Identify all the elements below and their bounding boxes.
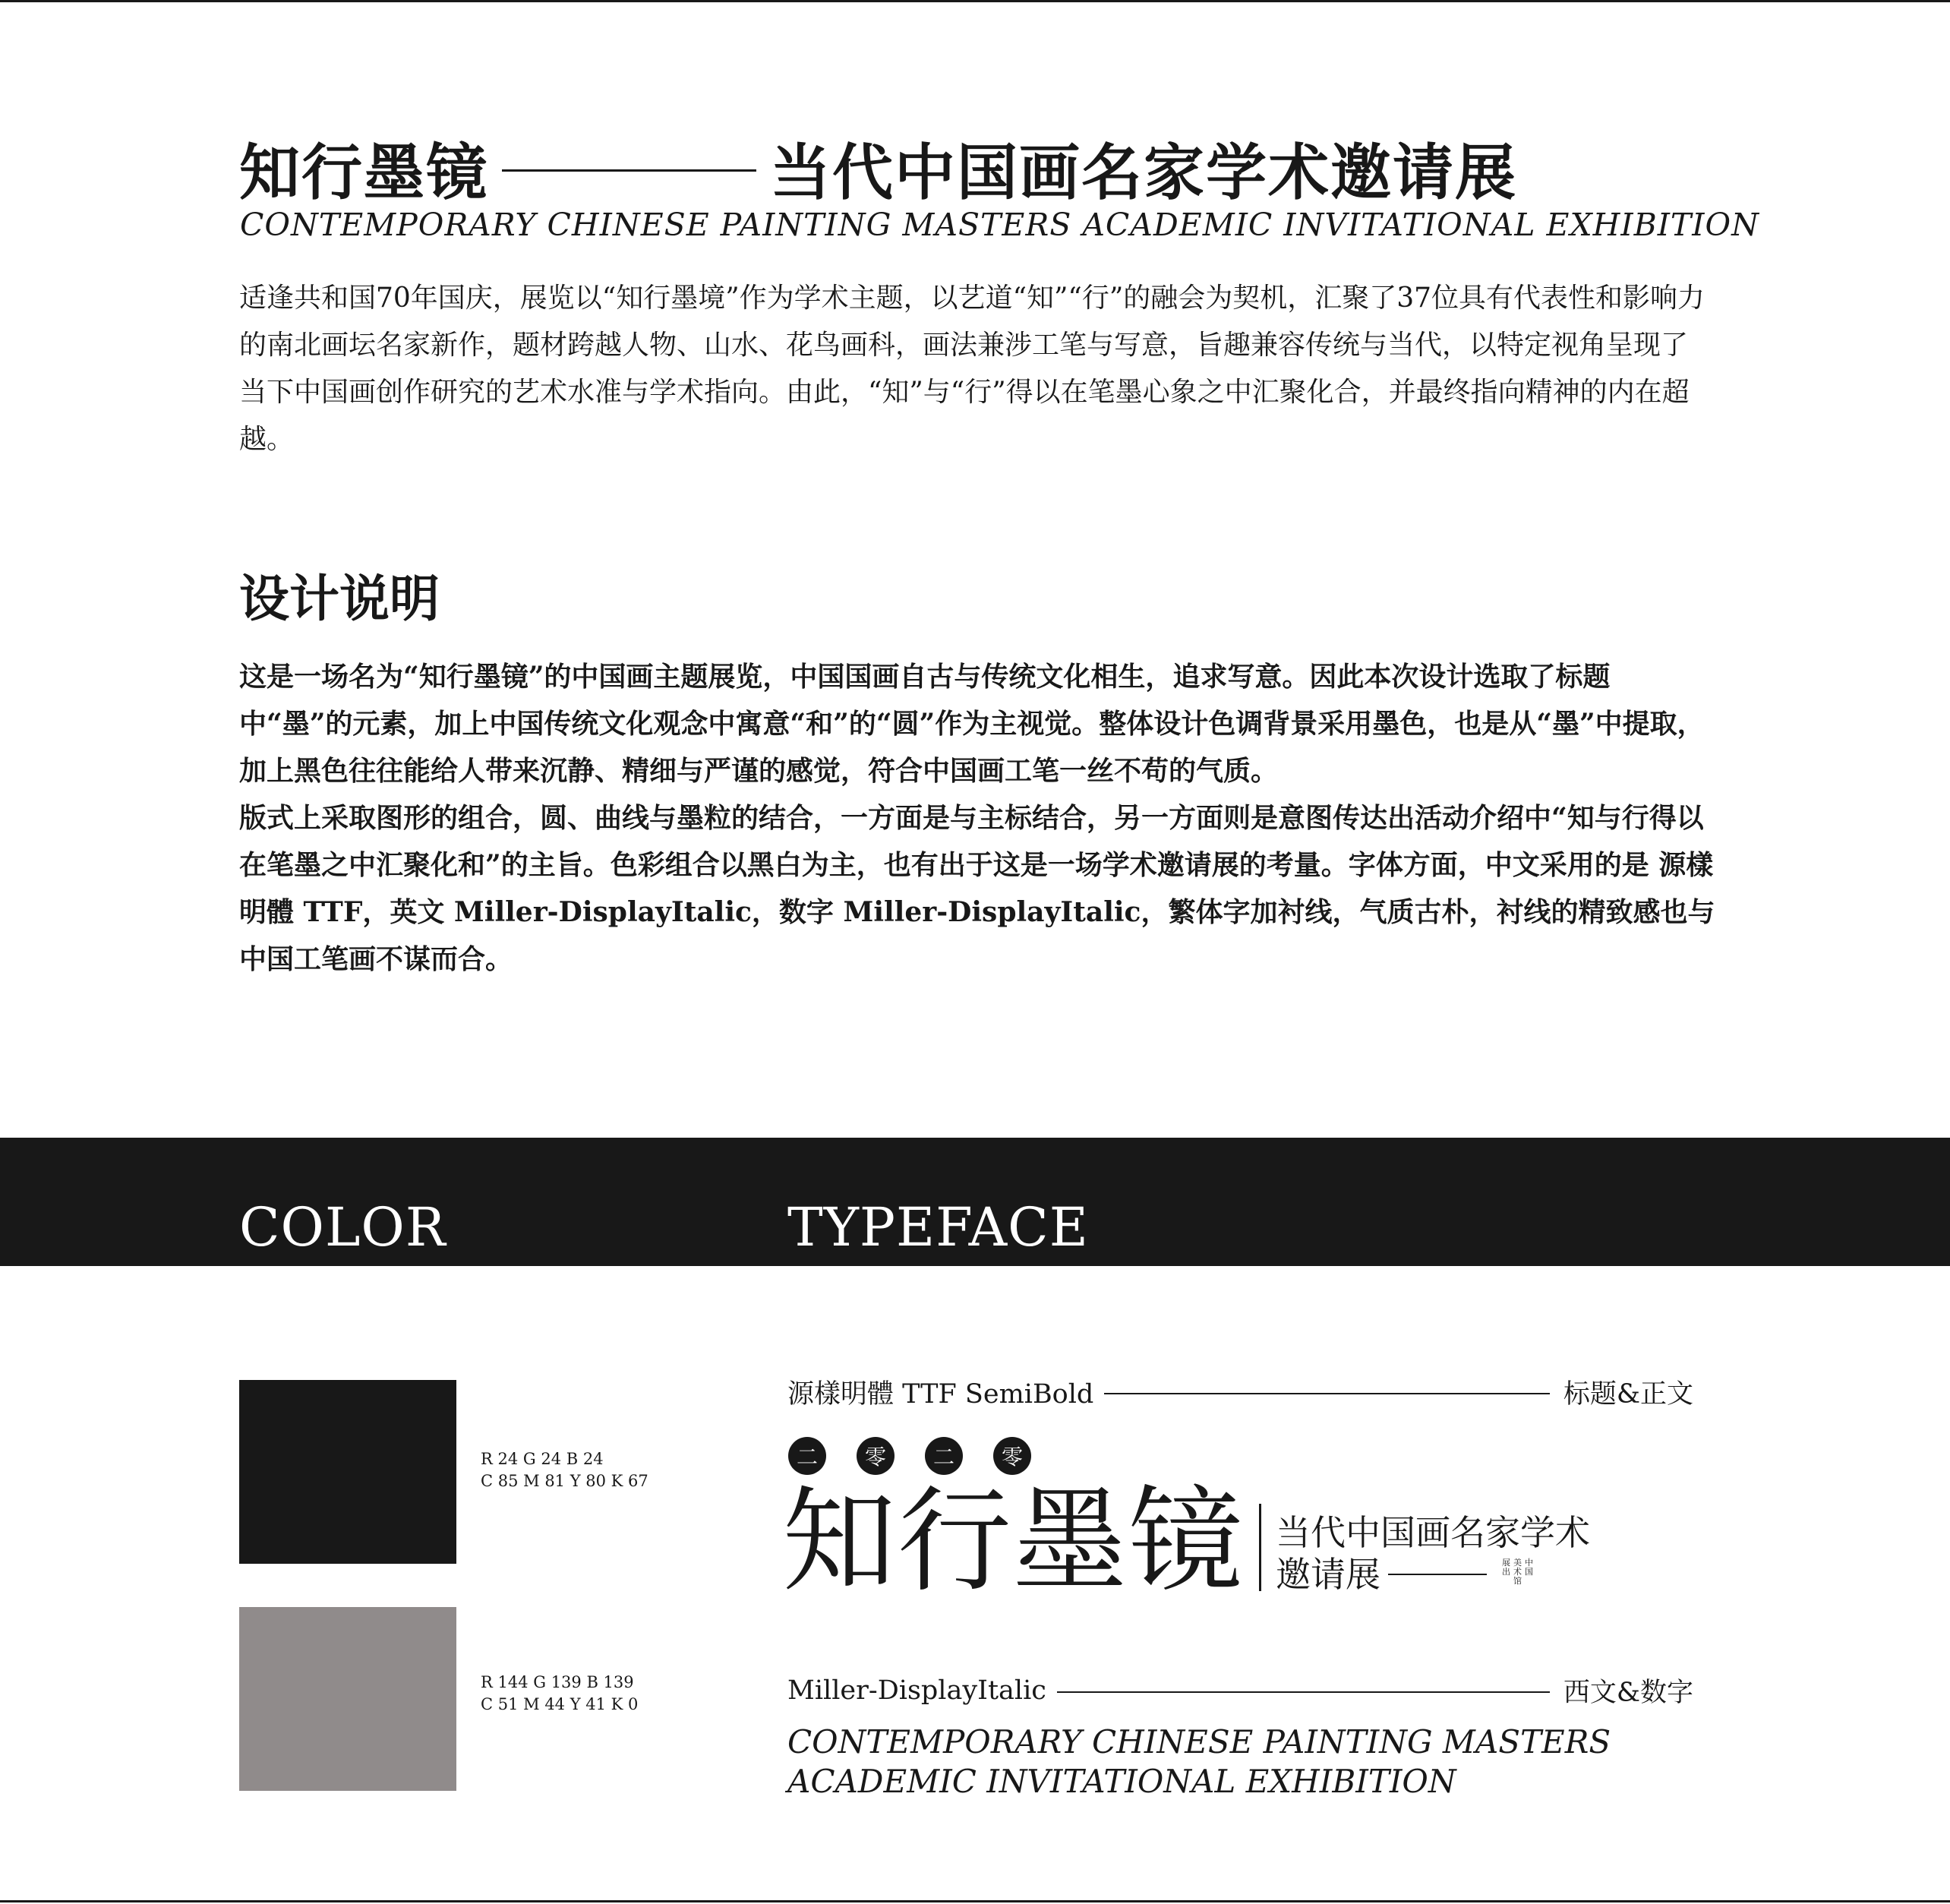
color-swatch-dark <box>239 1380 456 1564</box>
latin-font-sample: CONTEMPORARY CHINESE PAINTING MASTERS ACADEMIC INVITATIONAL EXHIBITION <box>787 1723 1611 1800</box>
logo-subtitle-line-2 <box>1276 1547 1533 1597</box>
stamp-column: 美 术 馆 <box>1513 1558 1522 1586</box>
font-divider <box>1104 1393 1550 1394</box>
top-border <box>0 0 1950 2</box>
page-title <box>239 129 1517 208</box>
color-info-dark <box>481 1448 648 1492</box>
title-main: 知行墨镜 <box>239 136 488 208</box>
logo-title: 知行墨镜 <box>782 1476 1245 1608</box>
logo-divider <box>1259 1504 1261 1591</box>
font-usage-chinese: 标题&正文 <box>1563 1379 1693 1410</box>
design-heading: 设计说明 <box>239 569 440 628</box>
font-name-chinese: 源樣明體 TTF SemiBold <box>787 1379 1094 1410</box>
typeface-section-label: TYPEFACE <box>787 1196 1089 1258</box>
year-circle: 零 <box>857 1437 895 1475</box>
color-cmyk-grey: C 51 M 44 Y 41 K 0 <box>481 1695 639 1713</box>
logo-subtitle-line-1: 当代中国画名家学术 <box>1276 1512 1590 1553</box>
font-name-latin: Miller-DisplayItalic <box>787 1675 1046 1706</box>
logo-stamp <box>1499 1558 1533 1586</box>
color-swatch-grey <box>239 1607 456 1791</box>
typeface-row-latin <box>787 1672 1693 1710</box>
design-paragraph-2: 版式上采取图形的组合，圆、曲线与墨粒的结合，一方面是与主标结合，另一方面则是意图传达出活动介绍中“知与行得以在笔墨之中汇聚化和”的主旨。色彩组合以黑白为主，也有出于这是一场学术邀请展的考量。字体方面，中文采用的是 源樣明體 TTF，英文 Miller-DisplayItalic，数字 Miller-DisplayItalic，繁体字加衬线，气质古朴，衬线的精致感也与中国工笔画不谋而合。 <box>239 802 1715 975</box>
logo-subtitle-rule <box>1388 1574 1487 1575</box>
color-rgb-dark: R 24 G 24 B 24 <box>481 1450 604 1468</box>
design-description <box>239 653 1720 983</box>
logo-subtitle-text: 邀请展 <box>1276 1554 1380 1595</box>
stamp-column: 中 国 <box>1525 1558 1533 1577</box>
bottom-border <box>0 1900 1950 1902</box>
year-circle: 二 <box>925 1437 963 1475</box>
font-usage-latin: 西文&数字 <box>1563 1678 1693 1708</box>
typeface-row-chinese <box>787 1373 1693 1411</box>
design-paragraph-1: 这是一场名为“知行墨镜”的中国画主题展览，中国国画自古与传统文化相生，追求写意。因此本次设计选取了标题中“墨”的元素，加上中国传统文化观念中寓意“和”的“圆”作为主视觉。整体设计色调背景采用墨色，也是从“墨”中提取，加上黑色往往能给人带来沉静、精细与严谨的感觉，符合中国画工笔一丝不苟的气质。 <box>239 661 1705 787</box>
year-circles <box>788 1437 1062 1475</box>
year-circle: 零 <box>993 1437 1031 1475</box>
title-subtitle: 当代中国画名家学术邀请展 <box>770 136 1517 208</box>
year-circle: 二 <box>788 1437 826 1475</box>
title-divider <box>502 169 756 172</box>
font-divider <box>1057 1691 1550 1693</box>
color-section-label: COLOR <box>239 1196 446 1258</box>
title-english: CONTEMPORARY CHINESE PAINTING MASTERS ACADEMIC INVITATIONAL EXHIBITION <box>240 207 1759 243</box>
color-rgb-grey: R 144 G 139 B 139 <box>481 1673 634 1691</box>
stamp-column: 展 出 <box>1502 1558 1510 1577</box>
intro-paragraph: 适逢共和国70年国庆，展览以“知行墨境”作为学术主题，以艺道“知”“行”的融会为契机，汇聚了37位具有代表性和影响力的南北画坛名家新作，题材跨越人物、山水、花鸟画科，画法兼涉工笔与写意，旨趣兼容传统与当代，以特定视角呈现了当下中国画创作研究的艺术水准与学术指向。由此，“知”与“行”得以在笔墨心象之中汇聚化合，并最终指向精神的内在超越。 <box>239 283 1705 455</box>
color-info-grey <box>481 1672 638 1716</box>
color-cmyk-dark: C 85 M 81 Y 80 K 67 <box>481 1472 648 1490</box>
